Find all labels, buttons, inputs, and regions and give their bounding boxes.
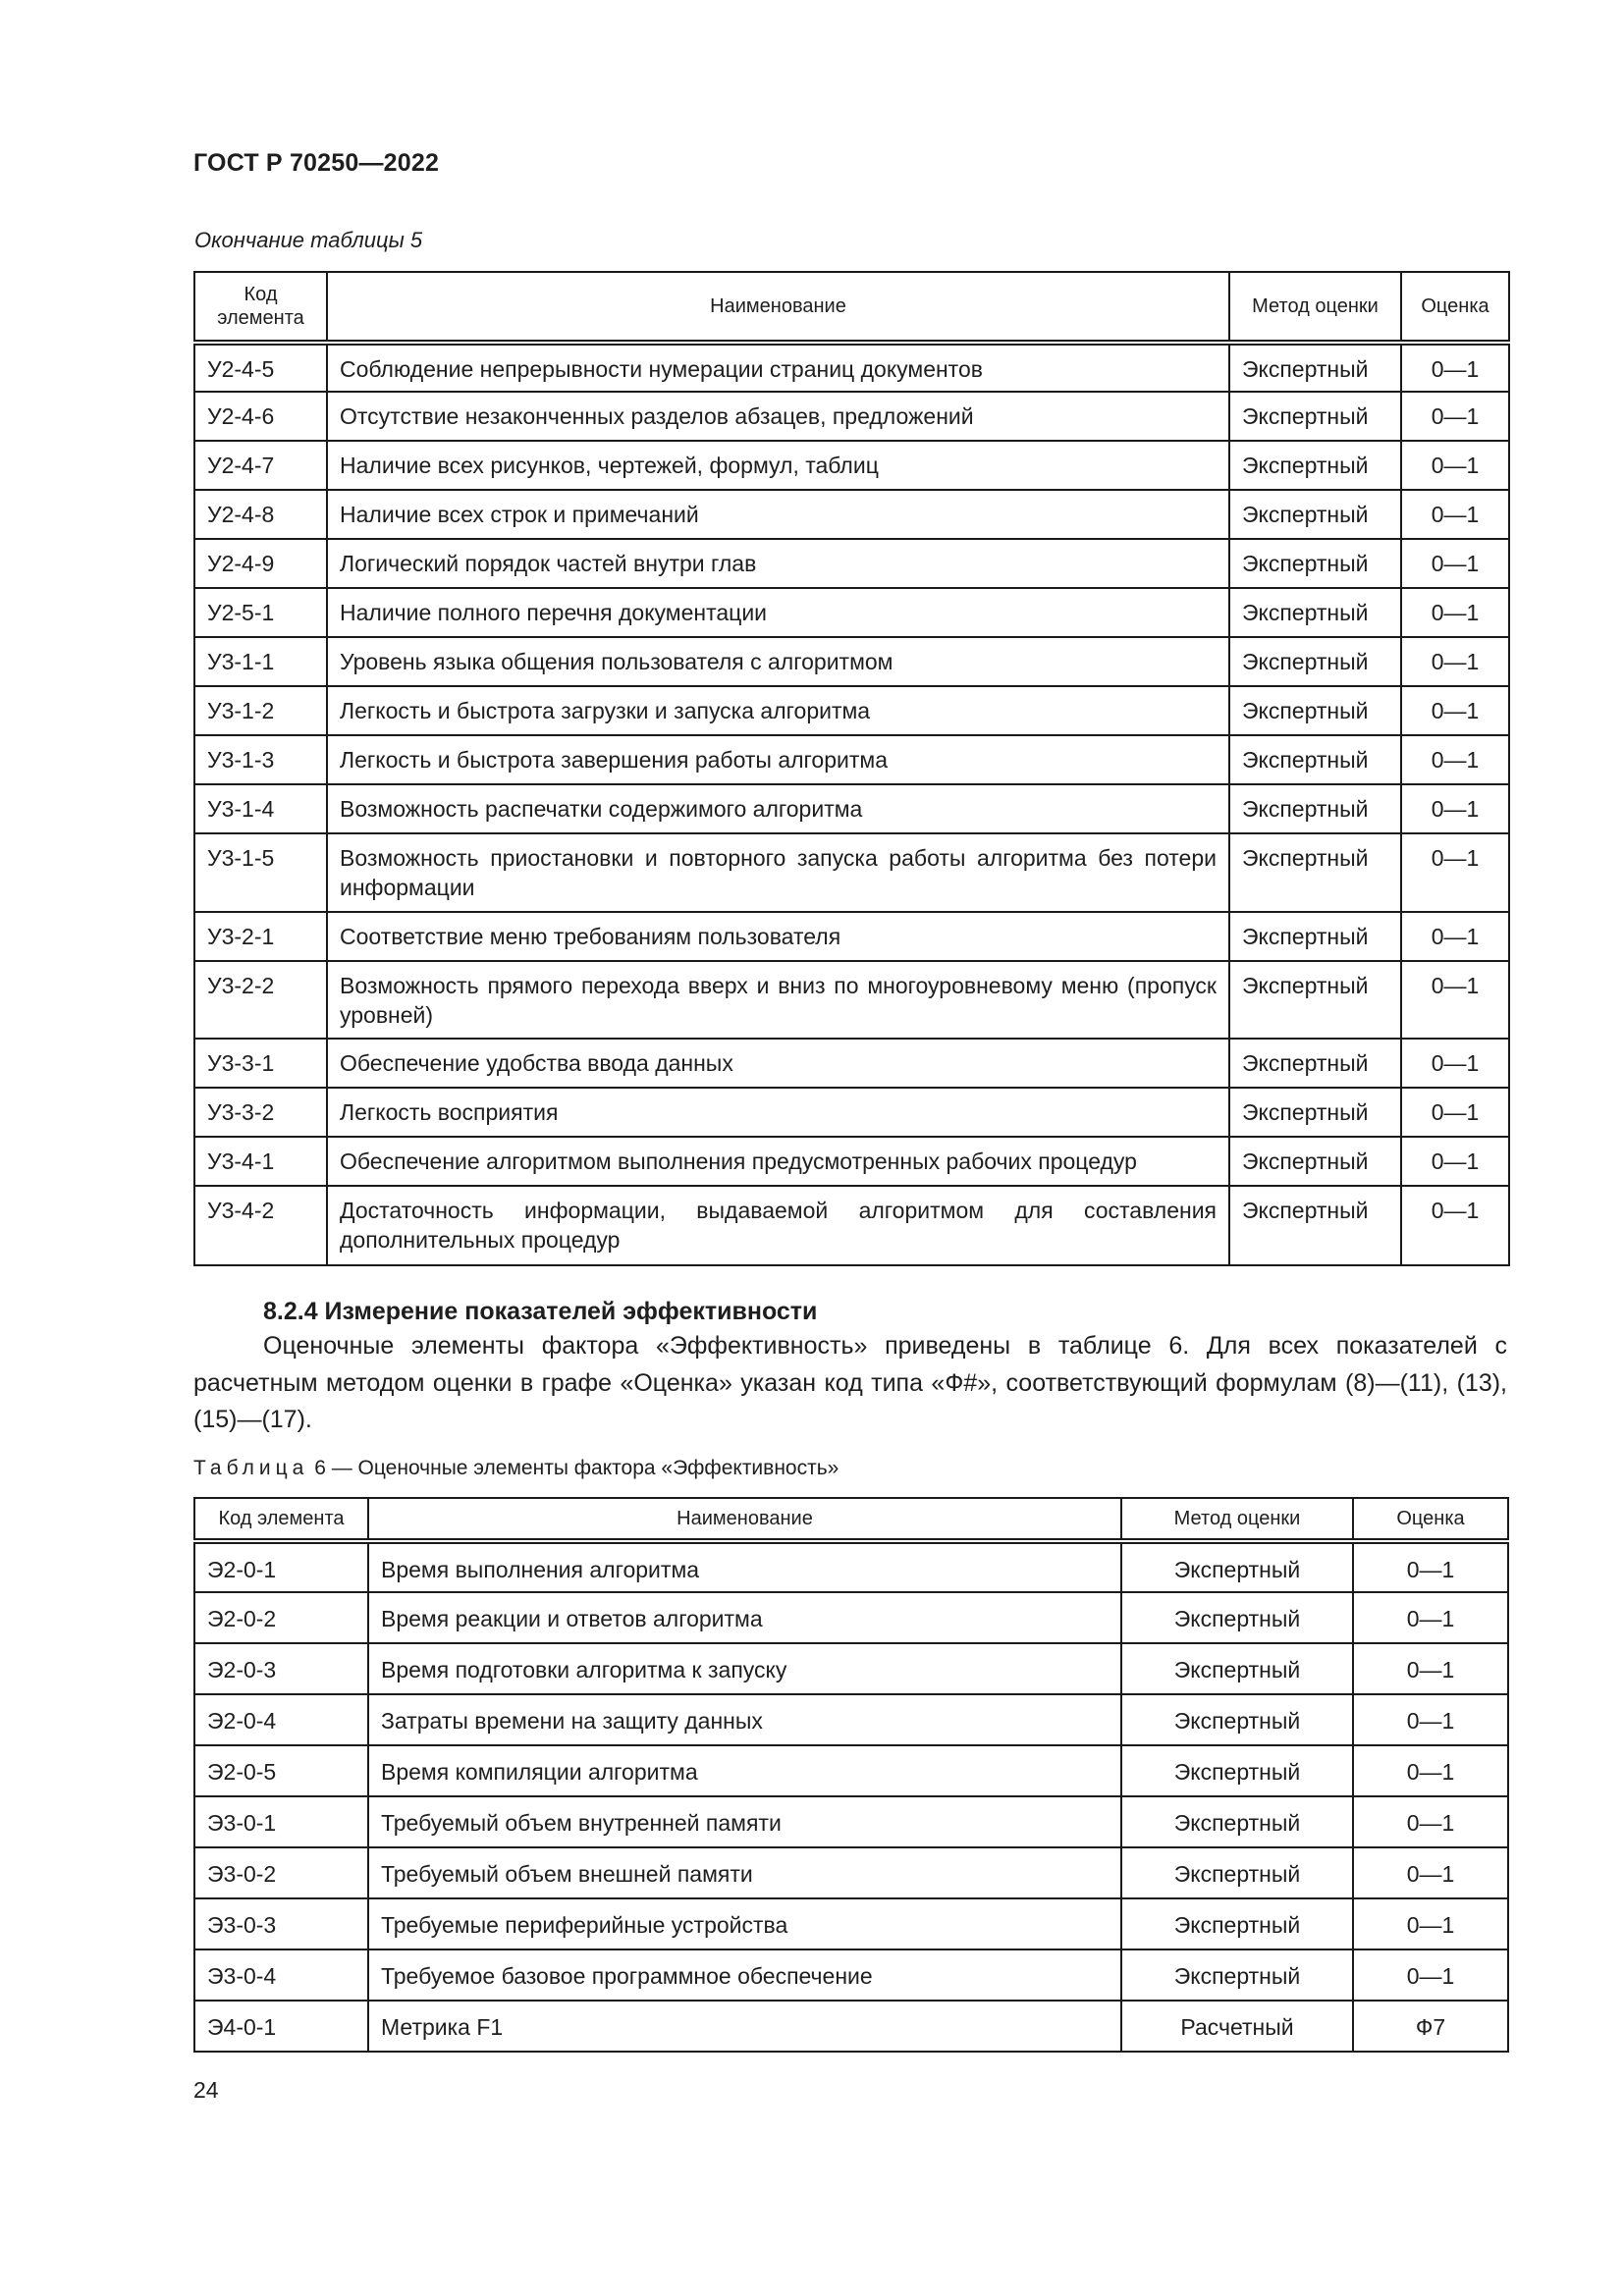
score-cell: 0—1	[1401, 343, 1509, 392]
table-row	[194, 1541, 1508, 1592]
table-row	[194, 441, 1509, 490]
element-code-cell: У3-1-3	[194, 735, 327, 784]
element-name-cell: Соответствие меню требованиям пользователя	[327, 912, 1229, 961]
element-code-cell: У2-4-6	[194, 392, 327, 441]
element-code-cell: У3-1-1	[194, 637, 327, 686]
score-cell: 0—1	[1401, 1186, 1509, 1265]
element-code-cell: Э2-0-4	[194, 1694, 368, 1745]
element-name-cell: Легкость и быстрота завершения работы алгоритма	[327, 735, 1229, 784]
element-name-cell: Требуемые периферийные устройства	[368, 1898, 1121, 1949]
table-6	[193, 1497, 1509, 2053]
table-row	[194, 1694, 1508, 1745]
score-cell: 0—1	[1401, 1088, 1509, 1137]
element-name-cell: Логический порядок частей внутри глав	[327, 539, 1229, 588]
method-cell: Экспертный	[1229, 833, 1401, 912]
element-name-cell: Время выполнения алгоритма	[368, 1541, 1121, 1592]
element-name-cell: Легкость восприятия	[327, 1088, 1229, 1137]
table-header-row	[194, 1498, 1508, 1541]
method-cell: Экспертный	[1121, 1541, 1353, 1592]
column-header-code: Код элемента	[194, 1498, 368, 1541]
score-cell: 0—1	[1353, 1541, 1508, 1592]
score-cell: 0—1	[1401, 784, 1509, 833]
column-header-code: Код элемента	[194, 272, 327, 343]
score-cell: 0—1	[1401, 539, 1509, 588]
section-paragraph: Оценочные элементы фактора «Эффективность» приведены в таблице 6. Для всех показателей с расчетным методом оценки в графе «Оценка» указан код типа «Ф#», соответствующий формулам (8)—(11), (13), (15)—(17).	[193, 1332, 1507, 1433]
method-cell: Экспертный	[1121, 1898, 1353, 1949]
element-code-cell: У3-3-2	[194, 1088, 327, 1137]
element-name-cell: Достаточность информации, выдаваемой алгоритмом для составления дополнительных процедур	[327, 1186, 1229, 1265]
method-cell: Экспертный	[1229, 1039, 1401, 1088]
element-code-cell: У3-3-1	[194, 1039, 327, 1088]
score-cell: 0—1	[1353, 1898, 1508, 1949]
element-code-cell: Э2-0-3	[194, 1643, 368, 1694]
element-name-cell: Время реакции и ответов алгоритма	[368, 1592, 1121, 1643]
element-code-cell: У3-4-2	[194, 1186, 327, 1265]
element-code-cell: Э2-0-5	[194, 1745, 368, 1796]
table-row	[194, 833, 1509, 912]
score-cell: 0—1	[1401, 441, 1509, 490]
element-code-cell: Э3-0-1	[194, 1796, 368, 1847]
method-cell: Экспертный	[1229, 686, 1401, 735]
score-cell: 0—1	[1353, 1694, 1508, 1745]
element-name-cell: Возможность распечатки содержимого алгоритма	[327, 784, 1229, 833]
method-cell: Экспертный	[1229, 441, 1401, 490]
score-cell: 0—1	[1401, 686, 1509, 735]
method-cell: Экспертный	[1229, 539, 1401, 588]
element-code-cell: У3-2-2	[194, 961, 327, 1039]
table-row	[194, 490, 1509, 539]
column-header-name: Наименование	[327, 272, 1229, 343]
element-name-cell: Наличие полного перечня документации	[327, 588, 1229, 637]
table-row	[194, 1949, 1508, 2001]
table-row	[194, 1796, 1508, 1847]
element-name-cell: Затраты времени на защиту данных	[368, 1694, 1121, 1745]
element-code-cell: У2-4-7	[194, 441, 327, 490]
element-code-cell: Э4-0-1	[194, 2001, 368, 2052]
element-code-cell: У2-5-1	[194, 588, 327, 637]
method-cell: Экспертный	[1229, 1186, 1401, 1265]
table-row	[194, 1898, 1508, 1949]
element-name-cell: Отсутствие незаконченных разделов абзацев, предложений	[327, 392, 1229, 441]
table-row	[194, 588, 1509, 637]
element-name-cell: Требуемый объем внутренней памяти	[368, 1796, 1121, 1847]
method-cell: Экспертный	[1229, 392, 1401, 441]
score-cell: 0—1	[1353, 1592, 1508, 1643]
element-code-cell: У3-4-1	[194, 1137, 327, 1186]
element-name-cell: Легкость и быстрота загрузки и запуска алгоритма	[327, 686, 1229, 735]
element-code-cell: У2-4-9	[194, 539, 327, 588]
score-cell: 0—1	[1401, 1039, 1509, 1088]
column-header-score: Оценка	[1353, 1498, 1508, 1541]
column-header-method: Метод оценки	[1229, 272, 1401, 343]
method-cell: Экспертный	[1229, 1088, 1401, 1137]
element-name-cell: Требуемое базовое программное обеспечение	[368, 1949, 1121, 2001]
element-name-cell: Возможность приостановки и повторного запуска работы алгоритма без потери информации	[327, 833, 1229, 912]
table-row	[194, 1847, 1508, 1898]
score-cell: 0—1	[1401, 588, 1509, 637]
table-row	[194, 1592, 1508, 1643]
table-row	[194, 912, 1509, 961]
table-row	[194, 686, 1509, 735]
score-cell: 0—1	[1401, 637, 1509, 686]
element-name-cell: Время подготовки алгоритма к запуску	[368, 1643, 1121, 1694]
element-name-cell: Уровень языка общения пользователя с алгоритмом	[327, 637, 1229, 686]
method-cell: Экспертный	[1121, 1694, 1353, 1745]
element-name-cell: Обеспечение удобства ввода данных	[327, 1039, 1229, 1088]
element-name-cell: Наличие всех рисунков, чертежей, формул, таблиц	[327, 441, 1229, 490]
score-cell: 0—1	[1401, 392, 1509, 441]
score-cell: 0—1	[1401, 912, 1509, 961]
element-code-cell: У2-4-8	[194, 490, 327, 539]
method-cell: Экспертный	[1229, 637, 1401, 686]
element-code-cell: У3-1-2	[194, 686, 327, 735]
table-row	[194, 2001, 1508, 2052]
column-header-method: Метод оценки	[1121, 1498, 1353, 1541]
score-cell: 0—1	[1353, 1745, 1508, 1796]
element-code-cell: Э3-0-2	[194, 1847, 368, 1898]
element-name-cell: Время компиляции алгоритма	[368, 1745, 1121, 1796]
table-row	[194, 1186, 1509, 1265]
element-name-cell: Возможность прямого перехода вверх и вниз по многоуровневому меню (пропуск уровней)	[327, 961, 1229, 1039]
element-code-cell: У2-4-5	[194, 343, 327, 392]
column-header-score: Оценка	[1401, 272, 1509, 343]
element-code-cell: Э2-0-2	[194, 1592, 368, 1643]
method-cell: Экспертный	[1229, 961, 1401, 1039]
table-row	[194, 1745, 1508, 1796]
column-header-name: Наименование	[368, 1498, 1121, 1541]
method-cell: Экспертный	[1121, 1796, 1353, 1847]
table-row	[194, 1039, 1509, 1088]
method-cell: Экспертный	[1229, 1137, 1401, 1186]
table-continuation-caption: Окончание таблицы 5	[194, 228, 423, 252]
table-row	[194, 735, 1509, 784]
method-cell: Экспертный	[1121, 1643, 1353, 1694]
score-cell: 0—1	[1401, 1137, 1509, 1186]
score-cell: 0—1	[1401, 490, 1509, 539]
score-cell: 0—1	[1353, 1796, 1508, 1847]
method-cell: Экспертный	[1121, 1847, 1353, 1898]
page-number: 24	[193, 2077, 219, 2103]
table-row	[194, 1088, 1509, 1137]
method-cell: Расчетный	[1121, 2001, 1353, 2052]
method-cell: Экспертный	[1229, 588, 1401, 637]
score-cell: 0—1	[1353, 1847, 1508, 1898]
table-row	[194, 392, 1509, 441]
table-row	[194, 637, 1509, 686]
table-6-caption-label: Таблица	[193, 1457, 309, 1479]
element-code-cell: У3-2-1	[194, 912, 327, 961]
method-cell: Экспертный	[1121, 1949, 1353, 2001]
score-cell: Ф7	[1353, 2001, 1508, 2052]
element-code-cell: Э2-0-1	[194, 1541, 368, 1592]
method-cell: Экспертный	[1229, 343, 1401, 392]
element-code-cell: У3-1-5	[194, 833, 327, 912]
method-cell: Экспертный	[1121, 1745, 1353, 1796]
table-row	[194, 343, 1509, 392]
element-code-cell: Э3-0-4	[194, 1949, 368, 2001]
document-code: ГОСТ Р 70250—2022	[193, 149, 440, 177]
table-row	[194, 1643, 1508, 1694]
table-6-caption-text: 6 — Оценочные элементы фактора «Эффективность»	[314, 1457, 839, 1479]
element-name-cell: Требуемый объем внешней памяти	[368, 1847, 1121, 1898]
element-name-cell: Обеспечение алгоритмом выполнения предусмотренных рабочих процедур	[327, 1137, 1229, 1186]
element-code-cell: У3-1-4	[194, 784, 327, 833]
table-5	[193, 271, 1510, 1266]
score-cell: 0—1	[1353, 1949, 1508, 2001]
method-cell: Экспертный	[1229, 784, 1401, 833]
element-name-cell: Наличие всех строк и примечаний	[327, 490, 1229, 539]
score-cell: 0—1	[1353, 1643, 1508, 1694]
table-row	[194, 784, 1509, 833]
element-name-cell: Метрика F1	[368, 2001, 1121, 2052]
table-row	[194, 539, 1509, 588]
method-cell: Экспертный	[1229, 490, 1401, 539]
table-row	[194, 961, 1509, 1039]
table-header-row	[194, 272, 1509, 343]
score-cell: 0—1	[1401, 735, 1509, 784]
section-heading: 8.2.4 Измерение показателей эффективности	[263, 1298, 818, 1325]
table-row	[194, 1137, 1509, 1186]
score-cell: 0—1	[1401, 833, 1509, 912]
element-code-cell: Э3-0-3	[194, 1898, 368, 1949]
method-cell: Экспертный	[1121, 1592, 1353, 1643]
element-name-cell: Соблюдение непрерывности нумерации страниц документов	[327, 343, 1229, 392]
method-cell: Экспертный	[1229, 735, 1401, 784]
method-cell: Экспертный	[1229, 912, 1401, 961]
table-6-caption	[193, 1457, 839, 1480]
score-cell: 0—1	[1401, 961, 1509, 1039]
